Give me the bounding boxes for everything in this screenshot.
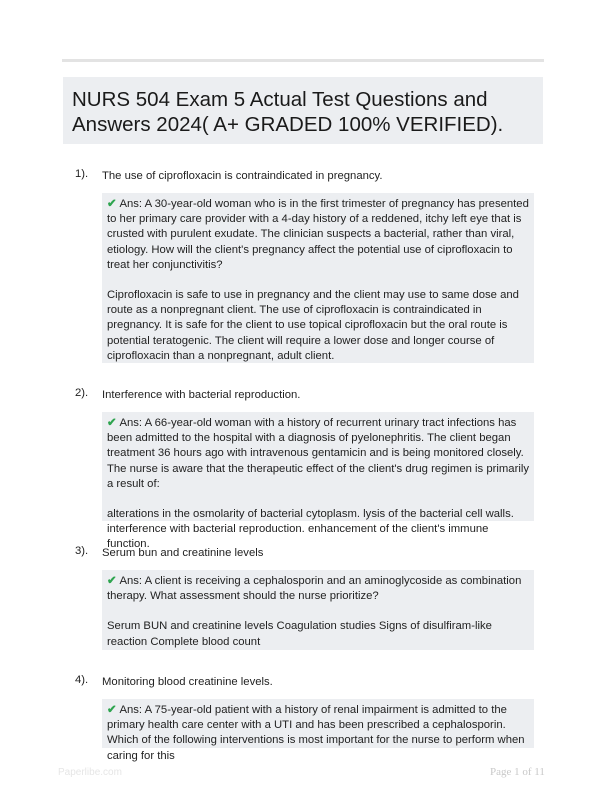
footer-site: Paperlibe.com xyxy=(58,767,122,778)
title-banner xyxy=(63,77,543,144)
question-number: 1). xyxy=(75,168,89,180)
checkmark-icon: ✔ xyxy=(107,704,117,716)
answer-box xyxy=(102,570,534,650)
answer-box xyxy=(102,193,534,363)
answer-box xyxy=(102,699,534,762)
question-text: The use of ciprofloxacin is contraindicated in pregnancy. xyxy=(102,170,383,182)
question-number: 4). xyxy=(75,674,89,686)
question-text: Interference with bacterial reproduction. xyxy=(102,389,301,401)
checkmark-icon: ✔ xyxy=(107,417,117,429)
top-divider xyxy=(62,59,544,62)
answer-text: Ans: A 30-year-old woman who is in the first trimester of pregnancy has presented to her primary care provider with a 4-day history of a reddened, itchy left eye that is crusted with purulent exudate. The clinician suspects a bacterial, rather than viral, etiology. How will the client's pregnancy affect the potential use of ciprofloxacin to treat her conjunctivitis? xyxy=(107,198,529,271)
answer-text: Ans: A client is receiving a cephalosporin and an aminoglycoside as combination therapy. What assessment should the nurse prioritize? xyxy=(107,575,522,603)
page-indicator: Page 1 of 11 xyxy=(490,766,545,778)
checkmark-icon: ✔ xyxy=(107,575,117,587)
question-number: 2). xyxy=(75,387,89,399)
answer-text: Ans: A 75-year-old patient with a history of renal impairment is admitted to the primary health care center with a UTI and has been prescribed a cephalosporin. Which of the following interventions is most important for the nurse to perform when caring for this xyxy=(107,704,525,762)
question-text: Monitoring blood creatinine levels. xyxy=(102,676,273,688)
checkmark-icon: ✔ xyxy=(107,198,117,210)
answer-options: Ciprofloxacin is safe to use in pregnancy and the client may use to same dose and route as a nonpregnant client. The use of ciprofloxacin is contraindicated in pregnancy. It is safe for the client to use topical ciprofloxacin but the oral route is potential teratogenic. The client will require a lower dose and longer course of ciprofloxacin than a nonpregnant, adult client. xyxy=(107,289,519,362)
document-title: NURS 504 Exam 5 Actual Test Questions and Answers 2024( A+ GRADED 100% VERIFIED). xyxy=(72,88,504,136)
answer-options: alterations in the osmolarity of bacterial cytoplasm. lysis of the bacterial cell walls. interference with bacterial reproduction. enhancement of the client's immune function. xyxy=(107,508,514,551)
answer-box xyxy=(102,412,534,551)
question-text: Serum bun and creatinine levels xyxy=(102,547,264,559)
question-number: 3). xyxy=(75,545,89,557)
answer-text: Ans: A 66-year-old woman with a history of recurrent urinary tract infections has been admitted to the hospital with a diagnosis of pyelonephritis. The client began treatment 36 hours ago with intravenous gentamicin and is being monitored closely. The nurse is aware that the therapeutic effect of the client's drug regimen is primarily a result of: xyxy=(107,417,530,490)
answer-options: Serum BUN and creatinine levels Coagulation studies Signs of disulfiram-like reaction Complete blood count xyxy=(107,620,492,648)
